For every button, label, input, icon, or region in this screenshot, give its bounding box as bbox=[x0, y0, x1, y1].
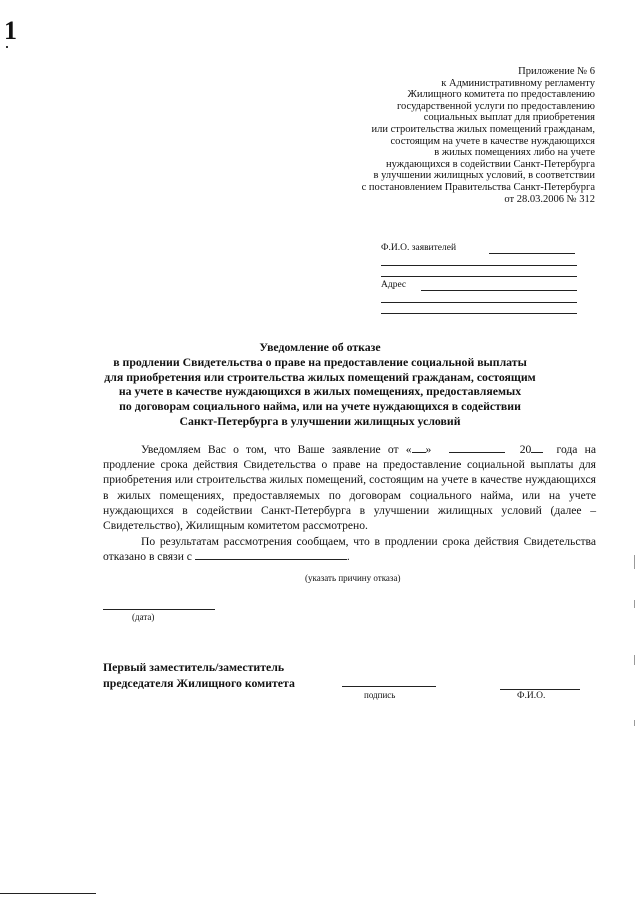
header-line: социальных выплат для приобретения bbox=[423, 112, 595, 124]
address-field-line3[interactable] bbox=[381, 313, 577, 314]
title-line: для приобретения или строительства жилых помещений гражданам, состоящим bbox=[104, 369, 536, 384]
header-line: Жилищного комитета по предоставлению bbox=[407, 89, 595, 101]
notice-body bbox=[103, 442, 596, 565]
header-line: с постановлением Правительства Санкт-Петербурга bbox=[361, 181, 595, 193]
p1-quote-close: » bbox=[425, 443, 432, 456]
appendix-header bbox=[295, 66, 595, 205]
title-line: Санкт-Петербурга в улучшении жилищных условий bbox=[179, 413, 461, 428]
scan-edge-mark bbox=[634, 600, 635, 608]
title-line: Уведомление об отказе bbox=[259, 340, 381, 354]
header-line: состоящим на учете в качестве нуждающихся bbox=[390, 135, 595, 147]
header-line: в улучшении жилищных условий, в соответствии bbox=[373, 170, 595, 182]
title-line: в продлении Свидетельства о праве на предоставление социальной выплаты bbox=[113, 354, 527, 369]
applicant-name-field-line3[interactable] bbox=[381, 276, 577, 277]
title-line: на учете в качестве нуждающихся в жилых помещениях, предоставляемых bbox=[118, 384, 522, 399]
footer-rule bbox=[0, 893, 96, 894]
date-field[interactable] bbox=[103, 609, 215, 610]
address-field-line2[interactable] bbox=[381, 302, 577, 303]
header-line: в жилых помещениях либо на учете bbox=[434, 147, 595, 159]
date-label: (дата) bbox=[132, 612, 155, 622]
header-line: к Административному регламенту bbox=[441, 77, 595, 89]
signature-field[interactable] bbox=[342, 686, 436, 687]
year-suffix: года bbox=[556, 443, 578, 456]
header-line: нуждающихся в содействии Санкт-Петербурга bbox=[386, 158, 595, 170]
paragraph-1 bbox=[103, 442, 596, 533]
reason-hint: (указать причину отказа) bbox=[305, 573, 401, 583]
fio-label: Ф.И.О. bbox=[517, 691, 546, 701]
p1-rest: на продление срока действия Свидетельства о праве на предоставление социальной выплаты для приобретения или строительства жилых помещений, состоящим на учете в качестве нуждающихся в жилых помещениях, предоставляемых по договорам социального найма, или на учете нуждающихся в содействии Санкт-Петербурга в улучшении жилищных условий (далее – Свидетельство), Жилищным комитетом рассмотрено. bbox=[103, 443, 597, 533]
header-line: Приложение № 6 bbox=[518, 66, 595, 77]
reason-field[interactable] bbox=[195, 549, 347, 560]
year-prefix: 20 bbox=[519, 443, 532, 456]
paragraph-2 bbox=[103, 534, 596, 564]
scan-edge-mark bbox=[634, 655, 635, 665]
signatory-line: Первый заместитель/заместитель bbox=[103, 660, 285, 674]
header-line: или строительства жилых помещений гражданам, bbox=[371, 123, 595, 135]
applicant-name-field[interactable] bbox=[489, 253, 575, 254]
applicant-name-field-line2[interactable] bbox=[381, 265, 577, 266]
header-line: государственной услуги по предоставлению bbox=[397, 100, 595, 112]
p2-end: . bbox=[346, 550, 350, 564]
signatory-title bbox=[103, 659, 295, 691]
address-row bbox=[381, 280, 577, 292]
day-field[interactable] bbox=[412, 442, 426, 453]
address-field[interactable] bbox=[421, 290, 577, 291]
scan-edge-mark bbox=[634, 720, 635, 726]
notice-title bbox=[95, 340, 545, 429]
signatory-line: председателя Жилищного комитета bbox=[103, 676, 295, 690]
p1-start: Уведомляем Вас о том, что Ваше заявление от « bbox=[141, 443, 412, 456]
applicant-name-label: Ф.И.О. заявителей bbox=[381, 243, 457, 253]
month-field[interactable] bbox=[449, 442, 505, 453]
signature-label: подпись bbox=[364, 690, 396, 700]
address-label: Адрес bbox=[381, 280, 407, 290]
scan-edge-mark bbox=[634, 555, 635, 569]
margin-dot bbox=[6, 46, 8, 48]
margin-mark: 1 bbox=[4, 16, 17, 45]
title-line: по договорам социального найма, или на учете нуждающихся в содействии bbox=[119, 399, 521, 414]
p2-text: По результатам рассмотрения сообщаем, что в продлении срока действия Свидетельства отказано в связи с bbox=[103, 535, 596, 564]
applicant-name-row bbox=[381, 243, 577, 255]
year-field[interactable] bbox=[531, 442, 543, 453]
header-line: от 28.03.2006 № 312 bbox=[504, 193, 595, 205]
fio-field[interactable] bbox=[500, 689, 580, 690]
